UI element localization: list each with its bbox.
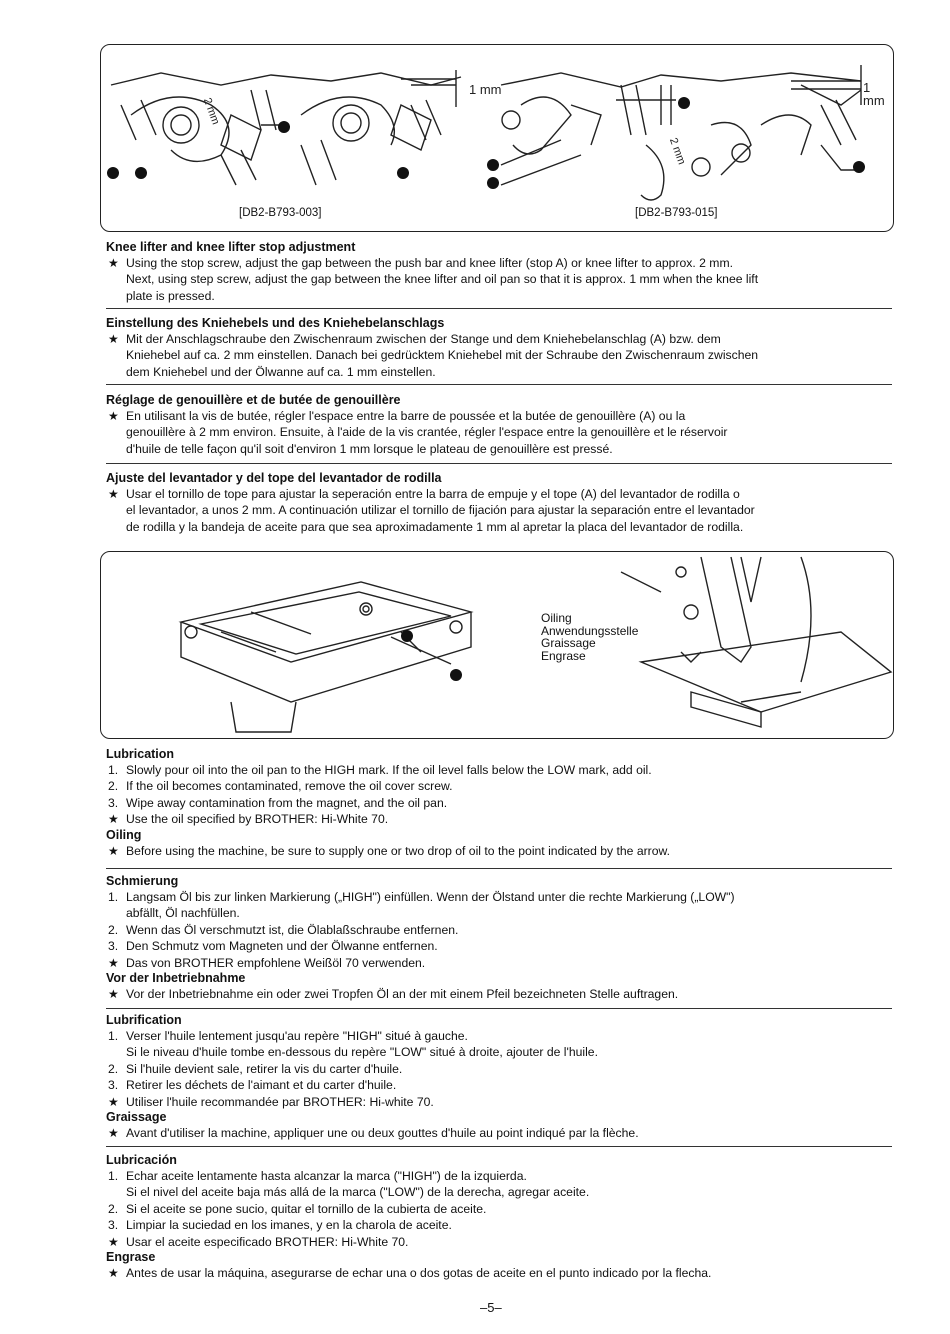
oiling-line-en: ★ Before using the machine, be sure to supply one or two drop of oil to the point indicated by the arrow. — [108, 843, 671, 858]
lub-line-es-3: 3. Limpiar la suciedad en los imanes, y en la charola de aceite. — [108, 1218, 452, 1233]
knee-lifter-figure — [100, 44, 894, 232]
lub-line-de-2: 2. Wenn das Öl verschmutzt ist, die Ölablaßschraube entfernen. — [108, 922, 459, 937]
knee-line-de-1: ★ Mit der Anschlagschraube den Zwischenraum zwischen der Stange und dem Kniehebelanschlag (A) bzw. dem — [108, 332, 721, 346]
oiling-subtitle-en: Oiling — [106, 827, 142, 842]
knee-line-es-2: el levantador, a unos 2 mm. A continuación utilizar el tornillo de fijación para ajustar la separación entre el levantador — [126, 503, 755, 518]
knee-lifter-illustration — [101, 45, 893, 231]
knee-line-en-3: plate is pressed. — [126, 288, 215, 303]
oil-pan-illustration — [101, 552, 893, 738]
lub-section-es — [106, 1153, 892, 1281]
dimension-label-left: 1 mm — [469, 82, 502, 97]
lub-line-de-1: 1. Langsam Öl bis zur linken Markierung („HIGH") einfüllen. Wenn der Ölstand unter die rechte Markierung („LOW") — [108, 890, 735, 904]
knee-section-es — [106, 471, 892, 535]
lub-line-de-3: 3. Den Schmutz vom Magneten und der Ölwanne entfernen. — [108, 939, 438, 954]
oiling-subtitle-de: Vor der Inbetriebnahme — [106, 971, 246, 986]
oiling-label-fr: Graissage — [541, 636, 596, 650]
lub-line-fr-3: 3. Retirer les déchets de l'aimant et du carter d'huile. — [108, 1078, 397, 1093]
divider — [106, 384, 892, 385]
lub-title-fr: Lubrification — [106, 1013, 182, 1027]
oiling-subtitle-es: Engrase — [106, 1250, 156, 1265]
lub-line-de-4: ★ Das von BROTHER empfohlene Weißöl 70 verwenden. — [108, 955, 426, 970]
knee-title-es: Ajuste del levantador y del tope del levantador de rodilla — [106, 471, 442, 485]
lub-line-fr-2: 2. Si l'huile devient sale, retirer la vis du carter d'huile. — [108, 1061, 403, 1076]
lub-title-es: Lubricación — [106, 1153, 177, 1167]
knee-title-fr: Réglage de genouillère et de butée de genouillère — [106, 393, 401, 407]
oil-pan-figure — [100, 551, 894, 739]
lub-section-en — [106, 747, 892, 859]
knee-section-fr — [106, 393, 892, 457]
lub-line-en-2: 2. If the oil becomes contaminated, remove the oil cover screw. — [108, 779, 453, 794]
oiling-label-de: Anwendungsstelle — [541, 623, 639, 638]
lub-line-es-1: 1. Echar aceite lentamente hasta alcanzar la marca ("HIGH") de la izquierda. — [108, 1169, 527, 1183]
lub-title-en: Lubrication — [106, 747, 175, 761]
lub-line-fr-1: 1. Verser l'huile lentement jusqu'au repère "HIGH" situé à gauche. — [108, 1029, 468, 1043]
page-number: –5– — [480, 1300, 502, 1315]
lub-title-de: Schmierung — [106, 874, 179, 888]
lub-section-de — [106, 874, 892, 1002]
knee-line-fr-1: ★ En utilisant la vis de butée, régler l'espace entre la barre de poussée et la butée de genouillère (A) ou la — [108, 409, 686, 423]
lub-line-de-1b: abfällt, Öl nachfüllen. — [126, 906, 240, 921]
knee-line-es-1: ★ Usar el tornillo de tope para ajustar la seperación entre la barra de empuje y el tope (A) del levantador de rodilla o — [108, 487, 740, 501]
gap-label-left: 2 mm — [200, 96, 222, 127]
dimension-label-right: 1 mm — [863, 80, 885, 108]
figure-caption-left: [DB2-B793-003] — [239, 207, 322, 219]
knee-section-de — [106, 316, 892, 380]
oiling-subtitle-fr: Graissage — [106, 1110, 167, 1125]
lub-line-en-1: 1. Slowly pour oil into the oil pan to the HIGH mark. If the oil level falls below the LOW mark, add oil. — [108, 763, 652, 777]
lub-line-es-4: ★ Usar el aceite especificado BROTHER: Hi-White 70. — [108, 1234, 409, 1249]
oiling-line-fr: ★ Avant d'utiliser la machine, appliquer une ou deux gouttes d'huile au point indiqué par la flèche. — [108, 1126, 639, 1141]
divider — [106, 1146, 892, 1147]
divider — [106, 308, 892, 309]
divider — [106, 868, 892, 869]
figure-caption-right: [DB2-B793-015] — [635, 207, 718, 219]
knee-line-fr-3: d'huile de telle façon qu'il soit d'environ 1 mm lorsque le plateau de genouillère est pressé. — [126, 441, 613, 456]
knee-line-en-2: Next, using step screw, adjust the gap between the knee lifter and oil pan so that it is approx. 1 mm when the knee lift — [126, 272, 759, 287]
knee-line-de-2: Kniehebel auf ca. 2 mm einstellen. Danach bei gedrücktem Kniehebel mit der Schraube den Zwischenraum zwischen — [126, 348, 759, 363]
oiling-line-de: ★ Vor der Inbetriebnahme ein oder zwei Tropfen Öl an der mit einem Pfeil bezeichneten Stelle auftragen. — [108, 987, 679, 1002]
divider — [106, 463, 892, 464]
oiling-label-en: Oiling — [541, 611, 572, 625]
knee-line-es-3: de rodilla y la bandeja de aceite para que sea aproximadamente 1 mm al apretar la placa del levantador de rodilla. — [126, 519, 744, 534]
lub-line-fr-4: ★ Utiliser l'huile recommandée par BROTHER: Hi-white 70. — [108, 1094, 434, 1109]
oiling-line-es: ★ Antes de usar la máquina, asegurarse de echar una o dos gotas de aceite en el punto indicado por la flecha. — [108, 1266, 712, 1281]
lub-line-en-3: 3. Wipe away contamination from the magnet, and the oil pan. — [108, 795, 448, 810]
knee-section-en — [106, 240, 892, 304]
divider — [106, 1008, 892, 1009]
knee-line-fr-2: genouillère à 2 mm environ. Ensuite, à l'aide de la vis crantée, régler l'espace entre la genouillère et le réservoir — [126, 425, 728, 440]
lub-line-fr-1b: Si le niveau d'huile tombe en-dessous du repère "LOW" situé à droite, ajouter de l'huile. — [126, 1045, 598, 1060]
oiling-label-es: Engrase — [541, 648, 586, 663]
knee-title-en: Knee lifter and knee lifter stop adjustment — [106, 240, 356, 254]
lub-line-es-2: 2. Si el aceite se pone sucio, quitar el tornillo de la cubierta de aceite. — [108, 1201, 487, 1216]
lub-section-fr — [106, 1013, 892, 1141]
gap-label-right: 2 mm — [666, 136, 688, 167]
knee-line-de-3: dem Kniehebel und der Ölwanne auf ca. 1 mm einstellen. — [126, 364, 436, 379]
knee-line-en-1: ★ Using the stop screw, adjust the gap between the push bar and knee lifter (stop A) or knee lifter to approx. 2 mm. — [108, 256, 733, 270]
oiling-labels — [541, 612, 638, 662]
knee-title-de: Einstellung des Kniehebels und des Kniehebelanschlags — [106, 316, 445, 330]
lub-line-es-1b: Si el nivel del aceite baja más allá de la marca ("LOW") de la derecha, agregar aceite. — [126, 1185, 590, 1200]
lub-line-en-4: ★ Use the oil specified by BROTHER: Hi-White 70. — [108, 812, 389, 827]
